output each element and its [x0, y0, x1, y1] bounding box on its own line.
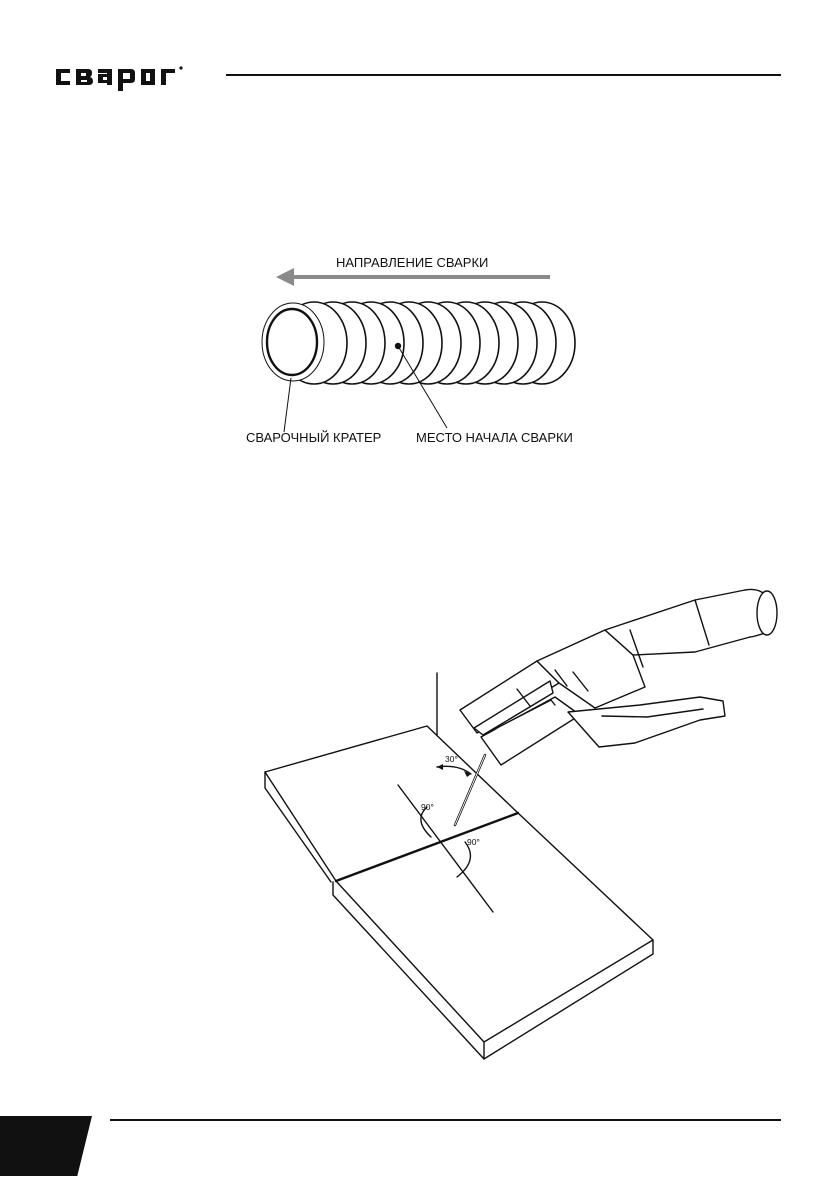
- header-rule: [226, 74, 781, 76]
- electrode-angle-diagram: [255, 575, 795, 1075]
- direction-label: НАПРАВЛЕНИЕ СВАРКИ: [336, 255, 489, 270]
- crater-label: СВАРОЧНЫЙ КРАТЕР: [246, 430, 382, 445]
- start-label: МЕСТО НАЧАЛА СВАРКИ: [416, 430, 573, 445]
- angle-30-label: 30°: [445, 754, 458, 764]
- electrode-holder: [460, 589, 777, 765]
- angle-90-left-label: 90°: [421, 802, 434, 812]
- weld-rings: [262, 302, 575, 384]
- footer-rule: [110, 1119, 781, 1121]
- page-number-tab: [0, 1116, 92, 1176]
- direction-arrow: [276, 268, 550, 286]
- angle-90-right-label: 90°: [467, 837, 480, 847]
- svarog-logo: [52, 57, 217, 91]
- weld-bead-diagram: [240, 240, 600, 465]
